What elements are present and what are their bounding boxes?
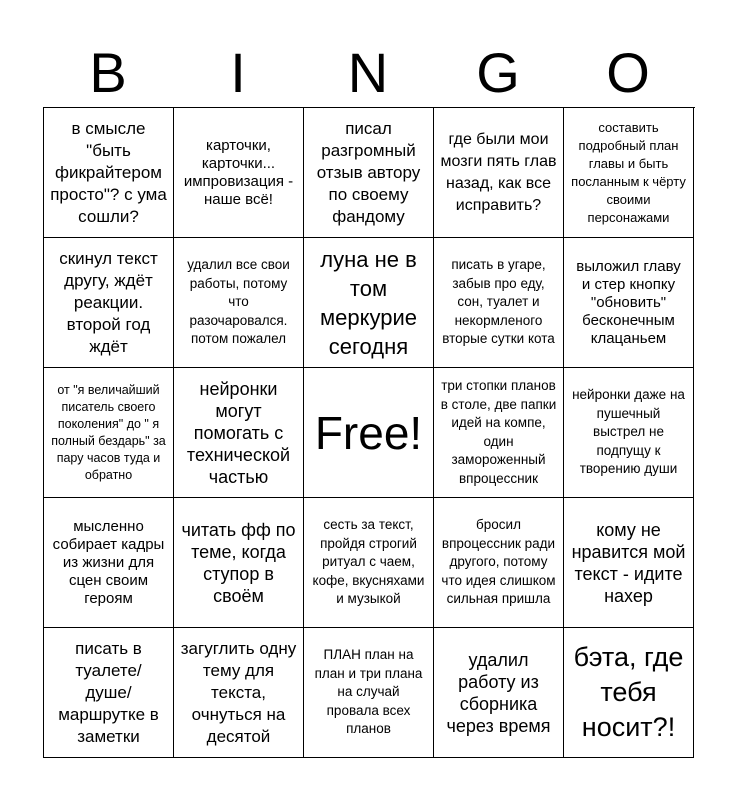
cell-text: луна не в том меркурие сегодня: [320, 246, 417, 359]
cell-text: нейронки даже на пушечный выстрел не подпущу к творению души: [572, 387, 685, 477]
header-letter-n: N: [347, 41, 389, 104]
cell-text: бэта, где тебя носит?!: [573, 642, 684, 742]
bingo-cell-r3c4[interactable]: [434, 368, 564, 498]
bingo-cell-r4c3[interactable]: [304, 498, 434, 628]
bingo-cell-r5c1[interactable]: [44, 628, 174, 758]
bingo-cell-r2c3[interactable]: [304, 238, 434, 368]
bingo-cell-r1c2[interactable]: [174, 108, 304, 238]
cell-text: нейронки могут помогать с технической частью: [186, 378, 291, 487]
cell-text: мысленно собирает кадры из жизни для сцен своим героям: [52, 517, 165, 607]
bingo-cell-r1c1[interactable]: [44, 108, 174, 238]
cell-text: писал разгромный отзыв автору по своему фандому: [316, 118, 421, 226]
bingo-cell-r4c1[interactable]: [44, 498, 174, 628]
cell-text: составить подробный план главы и быть посланным к чёрту своими персонажами: [571, 119, 686, 225]
cell-text: удалил работу из сборника через время: [446, 649, 551, 736]
cell-text: скинул текст другу, ждёт реакции. второй год ждёт: [59, 248, 158, 356]
cell-text: кому не нравится мой текст - идите нахер: [571, 519, 686, 606]
bingo-cell-r4c5[interactable]: [564, 498, 694, 628]
cell-text: где были мои мозги пять глав назад, как все исправить?: [440, 130, 557, 214]
header-letter-g: G: [476, 41, 520, 104]
cell-text: удалил все свои работы, потому что разочаровался. потом пожалел: [187, 257, 290, 347]
bingo-cell-r3c1[interactable]: [44, 368, 174, 498]
cell-text: выложил главу и стер кнопку "обновить" бесконечным клацаньем: [576, 257, 681, 347]
cell-text: бросил впроцессник ради другого, потому что идея слишком сильная пришла: [441, 517, 556, 607]
bingo-cell-r1c5[interactable]: [564, 108, 694, 238]
bingo-cell-r4c4[interactable]: [434, 498, 564, 628]
cell-text: загуглить одну тему для текста, очнуться на десятой: [180, 638, 297, 746]
bingo-cell-r5c2[interactable]: [174, 628, 304, 758]
cell-text: ПЛАН план на план и три плана на случай провала всех планов: [314, 647, 423, 737]
bingo-cell-r1c3[interactable]: [304, 108, 434, 238]
bingo-header: [43, 40, 694, 106]
cell-text: в смысле "быть фикрайтером просто"? с ума сошли?: [50, 118, 167, 226]
header-letter-o: O: [606, 41, 650, 104]
bingo-cell-r2c2[interactable]: [174, 238, 304, 368]
free-space-text: Free!: [314, 406, 423, 459]
bingo-cell-r3c5[interactable]: [564, 368, 694, 498]
cell-text: от "я величайший писатель своего поколения" до " я полный бездарь" за пару часов туда и обратно: [51, 382, 166, 482]
bingo-cell-r2c5[interactable]: [564, 238, 694, 368]
bingo-cell-r5c3[interactable]: [304, 628, 434, 758]
header-letter-b: B: [89, 41, 127, 104]
cell-text: писать в угаре, забыв про еду, сон, туалет и некормленого вторые сутки кота: [442, 257, 555, 347]
bingo-cell-r3c2[interactable]: [174, 368, 304, 498]
bingo-cell-r5c4[interactable]: [434, 628, 564, 758]
cell-text: три стопки планов в столе, две папки идей на компе, один замороженный впроцессник: [440, 378, 557, 486]
bingo-cell-r1c4[interactable]: [434, 108, 564, 238]
cell-text: читать фф по теме, когда ступор в своём: [181, 519, 296, 606]
bingo-grid: [43, 107, 695, 758]
bingo-cell-r5c5[interactable]: [564, 628, 694, 758]
bingo-cell-r2c1[interactable]: [44, 238, 174, 368]
bingo-cell-r4c2[interactable]: [174, 498, 304, 628]
cell-text: карточки, карточки... импровизация - наше всё!: [183, 136, 294, 208]
bingo-cell-r2c4[interactable]: [434, 238, 564, 368]
cell-text: сесть за текст, пройдя строгий ритуал с чаем, кофе, вкусняхами и музыкой: [312, 517, 425, 607]
cell-text: писать в туалете/ душе/ маршрутке в заметки: [58, 638, 159, 746]
header-letter-i: I: [230, 41, 246, 104]
bingo-cell-free[interactable]: [304, 368, 434, 498]
